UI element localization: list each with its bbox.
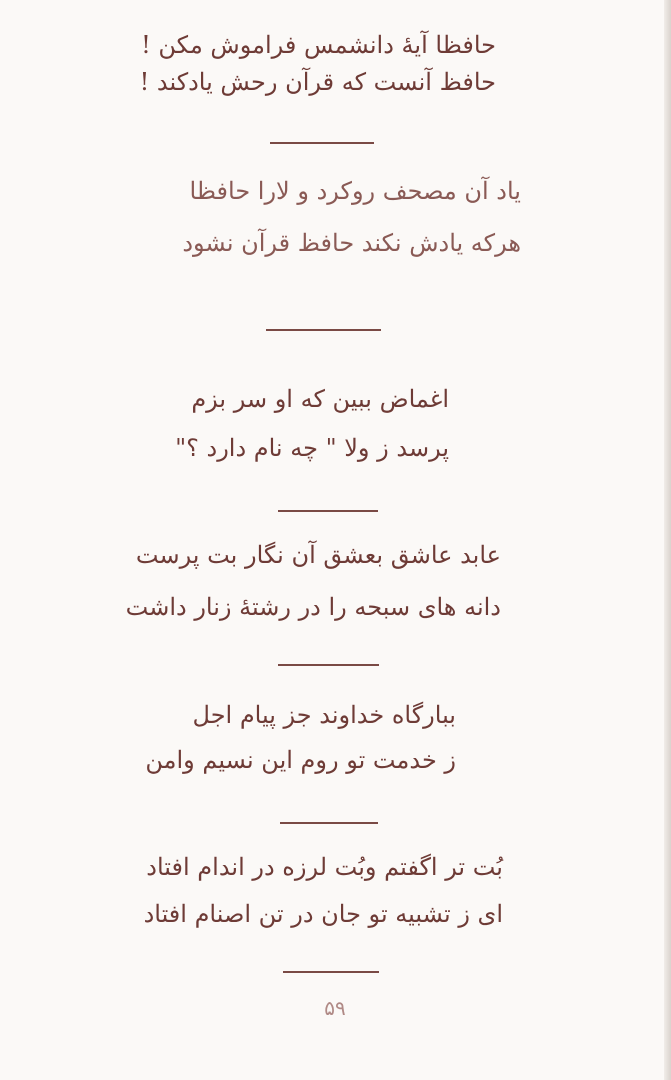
stanza-4-line-2: دانه های سبحه را در رشتهٔ زنار داشت [125, 593, 501, 621]
stanza-5-line-2: ز خدمت تو روم این نسیم وامن [145, 746, 456, 774]
stanza-divider [266, 329, 381, 331]
stanza-1-line-1: حافظا آیهٔ دانشمس فراموش مکن ! [141, 31, 496, 59]
stanza-4-line-1: عابد عاشق بعشق آن نگار بت پرست [135, 541, 501, 569]
page-number: ۵۹ [324, 996, 346, 1020]
stanza-1-line-2: حافظ آنست که قرآن رحش یادکند ! [139, 68, 496, 96]
stanza-divider [270, 142, 374, 144]
stanza-3-line-2: پرسد ز ولا " چه نام دارد ؟" [175, 434, 449, 462]
page-edge-shadow [664, 0, 671, 1080]
stanza-3-line-1: اغماض ببین که او سر بزم [191, 385, 449, 413]
stanza-5-line-1: ببارگاه خداوند جز پیام اجل [192, 701, 456, 729]
stanza-divider [278, 664, 379, 666]
stanza-divider [283, 971, 379, 973]
stanza-6-line-1: بُت تر اگفتم وبُت لرزه در اندام افتاد [146, 853, 503, 881]
stanza-2-line-2: هرکه یادش نکند حافظ قرآن نشود [182, 229, 521, 257]
stanza-divider [280, 822, 378, 824]
stanza-2-line-1: یاد آن مصحف روکرد و لارا حافظا [189, 177, 521, 205]
stanza-6-line-2: ای ز تشبیه تو جان در تن اصنام افتاد [143, 900, 503, 928]
stanza-divider [278, 510, 378, 512]
